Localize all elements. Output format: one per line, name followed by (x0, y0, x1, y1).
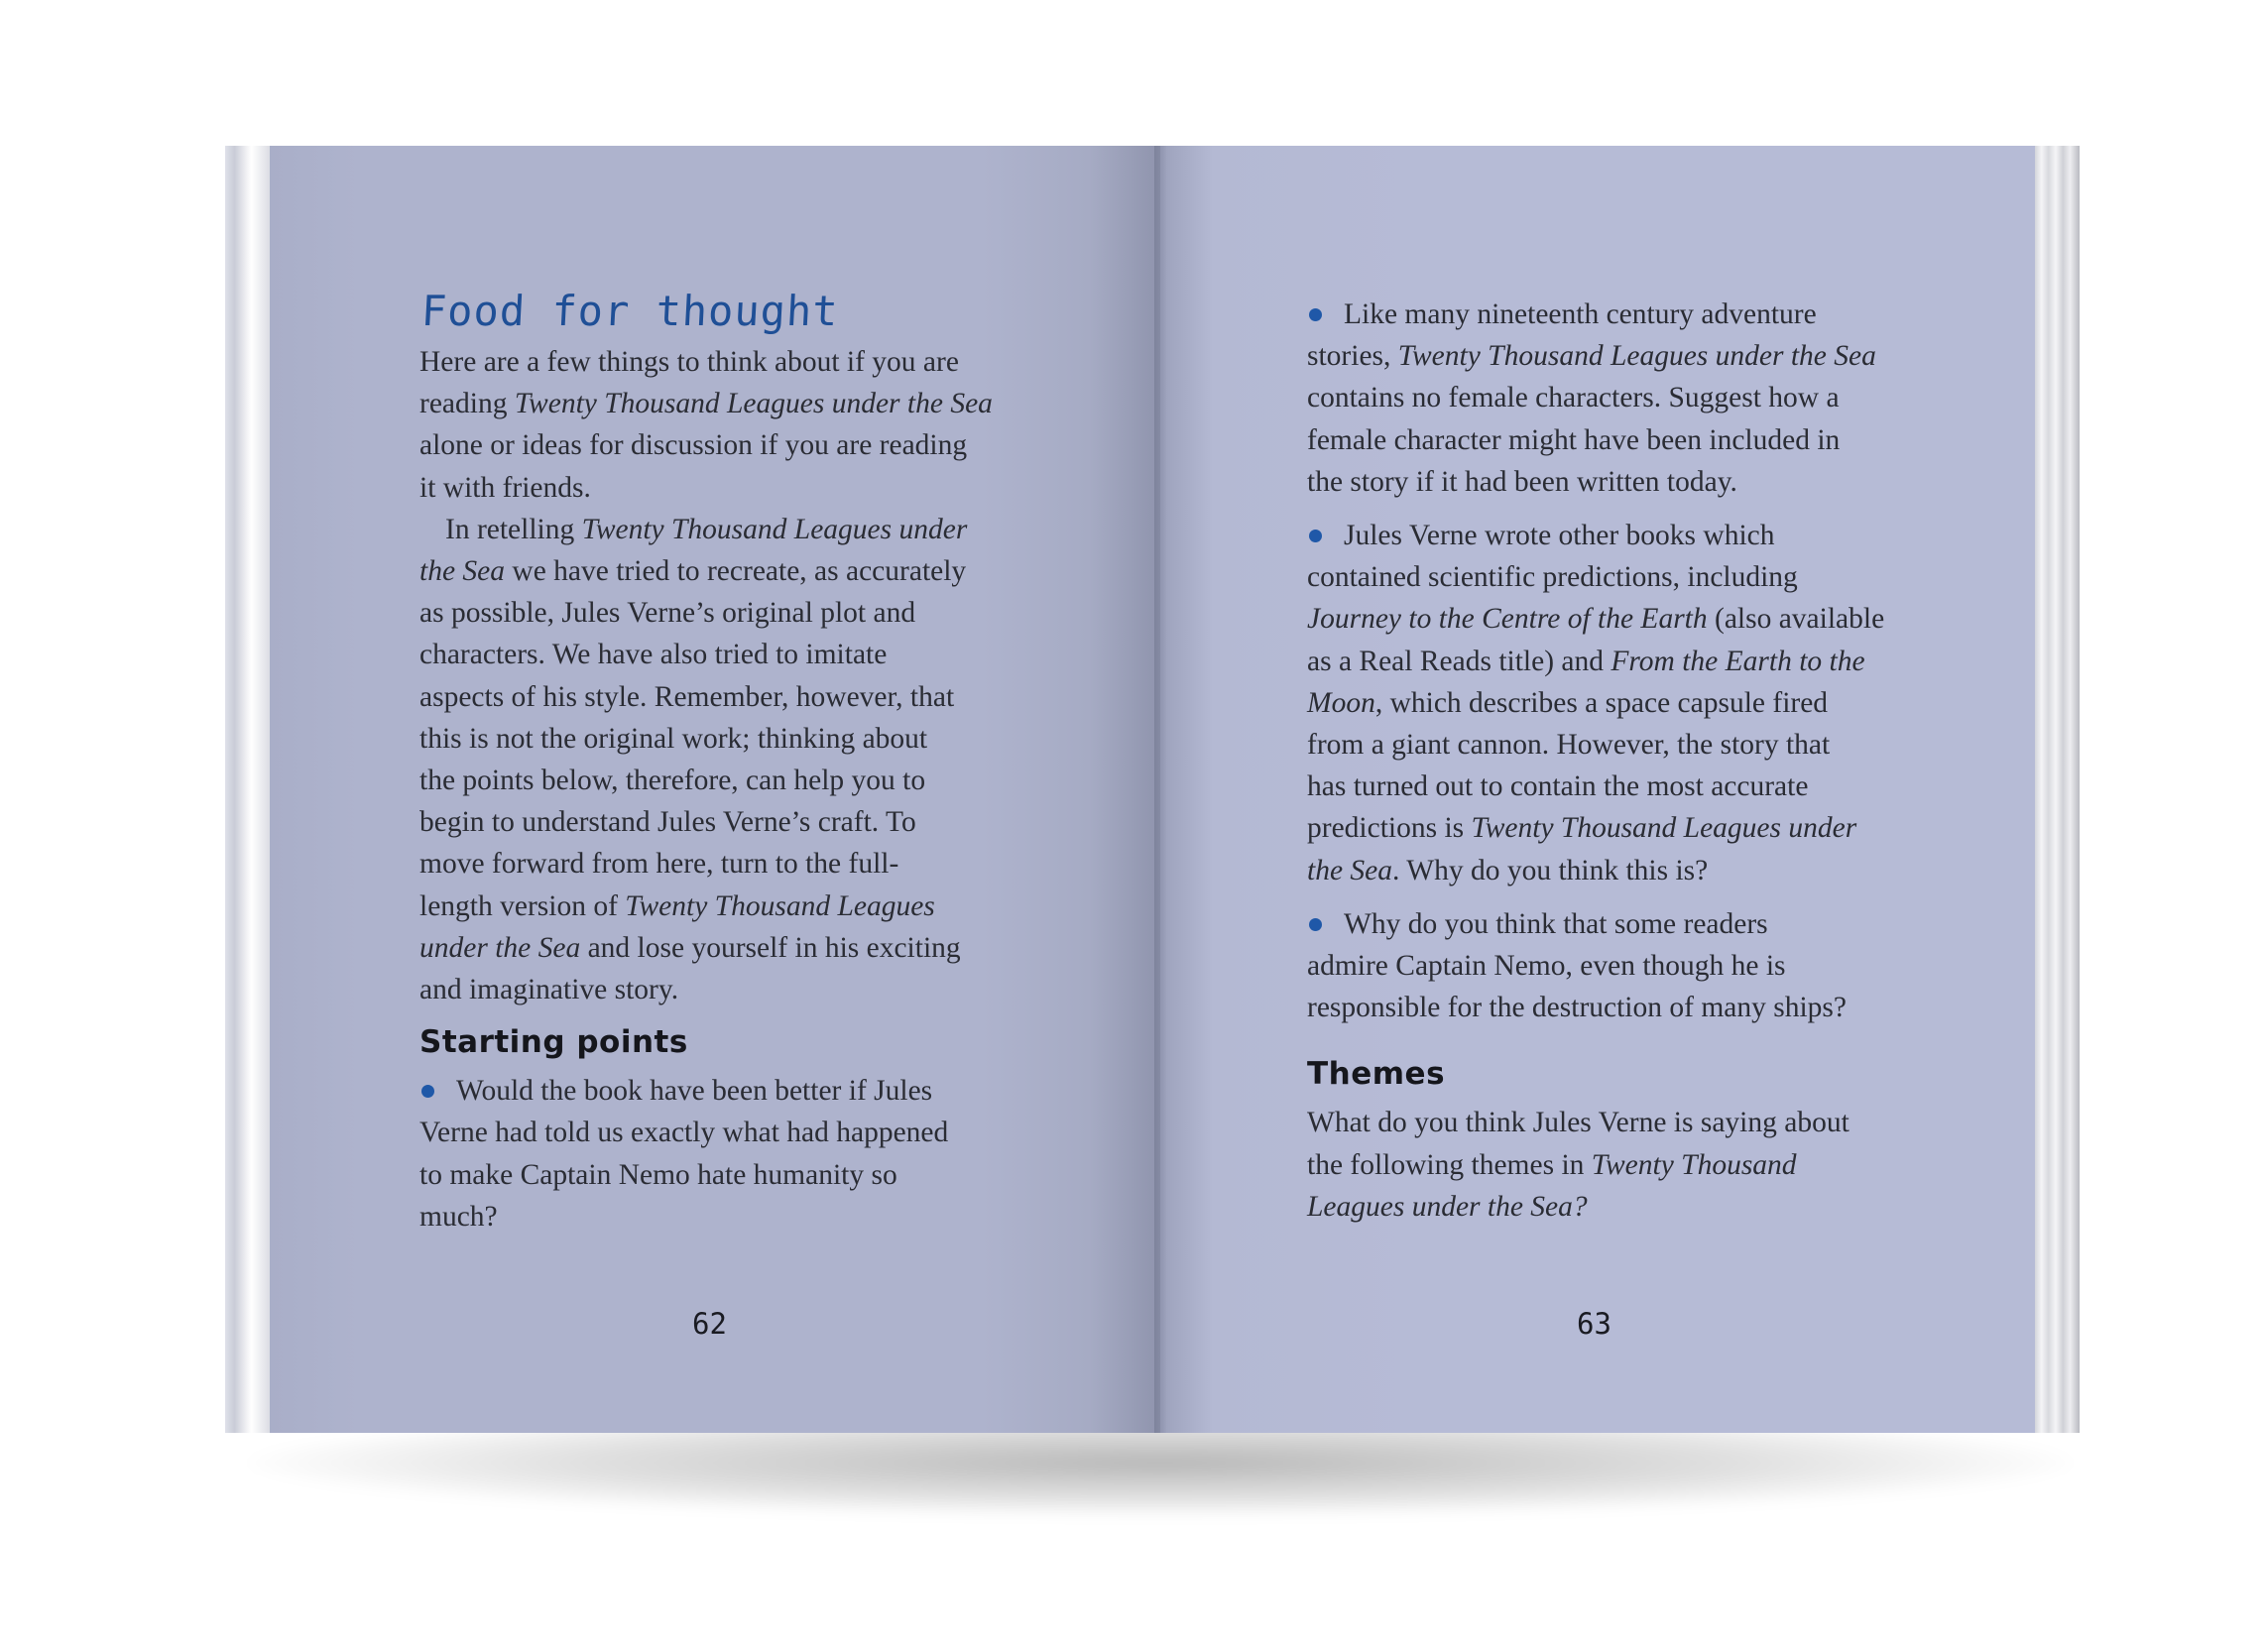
text-line: the points below, therefore, can help you to (419, 765, 926, 797)
book-title-italic: Twenty Thousand Leagues under the Sea (1397, 340, 1876, 373)
bullet-dot-icon (1309, 530, 1322, 542)
bullet-dot-icon (421, 1085, 434, 1098)
text-line: has turned out to contain the most accurate (1307, 770, 1809, 803)
text-line: contained scientific predictions, including (1307, 561, 1798, 594)
text-line: to make Captain Nemo hate humanity so (419, 1158, 897, 1191)
text-line: and lose yourself in his exciting (580, 931, 961, 964)
bullet-item (1307, 294, 1902, 503)
text-line: Why do you think that some readers (1344, 907, 1768, 940)
book-title-italic: Twenty Thousand Leagues under the Sea (514, 388, 993, 420)
starting-points-heading: Starting points (419, 1024, 688, 1061)
book-title-italic: From the Earth to the (1611, 645, 1865, 677)
page-number-left: 62 (692, 1307, 727, 1341)
left-page-edges (225, 146, 273, 1433)
book-title-italic: under the Sea (419, 931, 581, 964)
text-line: as possible, Jules Verne’s original plot and (419, 597, 916, 630)
text-line: characters. We have also tried to imitate (419, 639, 888, 671)
text-line: move forward from here, turn to the full- (419, 848, 899, 881)
right-page-content (1307, 294, 1902, 1228)
book-title-italic: Twenty Thousand Leagues under (1471, 812, 1857, 845)
text-line: responsible for the destruction of many ships? (1307, 992, 1847, 1024)
bullet-dot-icon (1309, 918, 1322, 931)
text-line: from a giant cannon. However, the story that (1307, 729, 1831, 762)
book-title-italic: Twenty Thousand Leagues under (581, 513, 968, 545)
text-line: Would the book have been better if Jules (456, 1075, 933, 1108)
book-title-italic: Twenty Thousand Leagues (625, 889, 935, 922)
book-title-italic: Leagues under the Sea? (1307, 1190, 1588, 1223)
text-line: alone or ideas for discussion if you are reading (419, 429, 968, 462)
text-line: the following themes in (1307, 1148, 1592, 1181)
text-line: this is not the original work; thinking about (419, 722, 928, 755)
themes-heading: Themes (1307, 1056, 1446, 1093)
bullet-item (1307, 515, 1902, 891)
text-line: In retelling (445, 513, 582, 545)
bullet-dot-icon (1309, 308, 1322, 321)
book-title-italic: Twenty Thousand (1591, 1148, 1797, 1181)
book-title-italic: the Sea (419, 555, 506, 588)
bullet-item (419, 1070, 1014, 1238)
themes-paragraph (1307, 1102, 1902, 1228)
book-title-italic: the Sea (1307, 854, 1393, 886)
text-line: Verne had told us exactly what had happened (419, 1117, 949, 1149)
text-line: admire Captain Nemo, even though he is (1307, 950, 1786, 983)
right-page-edges (2032, 146, 2080, 1433)
text-line: (also available (1707, 603, 1885, 636)
text-line: predictions is (1307, 812, 1472, 845)
page-number-right: 63 (1577, 1307, 1611, 1341)
text-line: the story if it had been written today. (1307, 465, 1737, 498)
text-line: begin to understand Jules Verne’s craft. To (419, 806, 916, 839)
text-line: aspects of his style. Remember, however, that (419, 680, 955, 713)
text-line: length version of (419, 889, 626, 922)
text-line: What do you think Jules Verne is saying about (1307, 1107, 1849, 1139)
text-line: Jules Verne wrote other books which (1344, 520, 1775, 552)
text-line: Here are a few things to think about if you are (419, 346, 959, 378)
intro-paragraph (419, 341, 1014, 509)
text-line: and imaginative story. (419, 974, 679, 1006)
bullet-item (1307, 903, 1902, 1029)
text-line: we have tried to recreate, as accurately (505, 555, 967, 588)
text-line: stories, (1307, 340, 1398, 373)
text-line: Like many nineteenth century adventure (1344, 298, 1817, 330)
text-line: , which describes a space capsule fired (1374, 686, 1829, 719)
text-line: as a Real Reads title) and (1307, 645, 1611, 677)
page-title: Food for thought (419, 287, 840, 335)
text-line: contains no female characters. Suggest how a (1307, 382, 1840, 414)
text-line: reading (419, 388, 515, 420)
text-line: much? (419, 1200, 498, 1233)
text-line: female character might have been included in (1307, 423, 1841, 456)
retelling-paragraph (419, 509, 1014, 1010)
book-title-italic: Journey to the Centre of the Earth (1307, 603, 1708, 636)
text-line: . Why do you think this is? (1392, 854, 1709, 886)
book-title-italic: Moon (1307, 686, 1375, 719)
text-line: it with friends. (419, 471, 591, 504)
book-gutter (1154, 146, 1166, 1433)
left-page-content (419, 288, 1014, 1249)
